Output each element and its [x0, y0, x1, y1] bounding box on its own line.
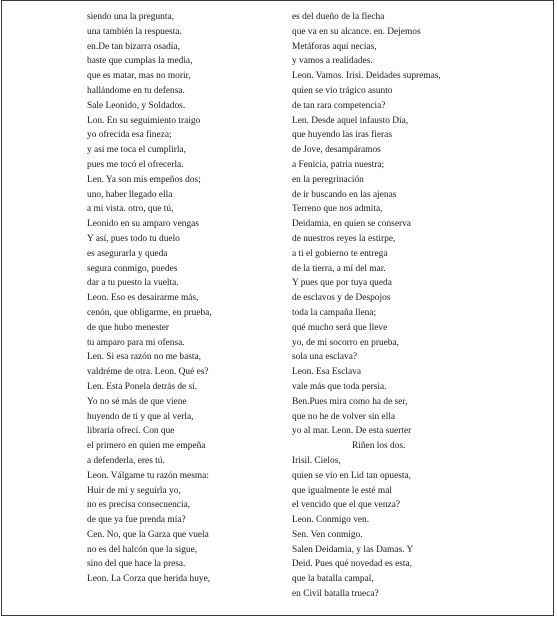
left-column-line: una también la respuesta.	[87, 26, 182, 37]
left-column-line: no es del halcón que la sigue,	[87, 544, 198, 555]
left-column-line: Leon. Eso es desairarme más,	[87, 293, 199, 304]
left-column-line: uno, haber llegado ella	[87, 189, 173, 200]
right-column-line: en la peregrinación	[292, 174, 364, 185]
right-column-line: Leon. Conmigo ven.	[292, 515, 370, 526]
right-column-line: quien se vio trágico asunto	[292, 85, 393, 96]
right-column-line: Terreno que nos admita,	[292, 204, 383, 215]
left-column-line: valdréme de otra. Leon. Qué es?	[87, 367, 209, 378]
left-column-line: cenón, que obligarme, en prueba,	[87, 307, 212, 318]
left-column-line: Sale Leonido, y Soldados.	[87, 100, 186, 111]
right-column-line: que igualmente le esté mal	[292, 485, 392, 496]
right-column-line: es del dueño de la flecha	[292, 12, 385, 22]
right-column-line: Len. Desde aquel infausto Día,	[292, 115, 409, 126]
left-column-line: Leon. La Corza que herida huye,	[87, 574, 211, 585]
left-column-line: Len. Si esa razón no me basta,	[87, 352, 202, 363]
left-column-line: a defenderla, eres tú.	[87, 455, 165, 466]
right-column-line: que huyendo las iras fieras	[292, 130, 392, 141]
right-column-line: en Civil batalla trueca?	[292, 589, 379, 600]
right-column-line: de tan rara competencia?	[292, 100, 386, 111]
left-column-line: Huir de mí y seguirla yo,	[87, 485, 181, 496]
left-column-line: sino del que hace la presa.	[87, 559, 186, 570]
right-column-line: Leon. Vamos. Irisi. Deidades supremas,	[292, 71, 441, 82]
right-column-line: Leon. Esa Esclava	[292, 367, 361, 378]
right-column-line: yo al mar. Leon. De esta suerter	[292, 426, 412, 437]
left-column-line: Leon. Válgame tu razón mesma:	[87, 470, 209, 481]
left-column-line: Len. Esta Ponela detrás de sí.	[87, 381, 198, 392]
right-column-line: de esclavos y de Despojos	[292, 293, 391, 304]
left-column-line: pues me tocó el ofrecerla.	[87, 159, 184, 170]
right-column-line: yo, de mi socorro en prueba,	[292, 337, 399, 348]
left-column-line: de que hubo menester	[87, 322, 170, 333]
right-column-line: de ir buscando en las ajenas	[292, 189, 397, 200]
left-column-line: huyendo de ti y que al verla,	[87, 411, 194, 422]
left-column-line: Leonido en su amparo vengas	[87, 219, 199, 230]
right-column-line: Metáforas aquí necias,	[292, 41, 377, 52]
left-column-line: es asegurarla y queda	[87, 248, 168, 259]
left-column-line: el primero en quien me empeña	[87, 441, 206, 452]
left-column-line: Cen. No, que la Garza que vuela	[87, 529, 209, 540]
left-column-line: tu amparo para mi ofensa.	[87, 337, 185, 348]
right-column-line: Salen Deidamia, y las Damas. Y	[292, 544, 414, 555]
right-column-line: Deidamia, en quien se conserva	[292, 219, 411, 230]
right-column-line: Irisil. Cielos,	[292, 455, 341, 466]
left-column-line: dar a tu puesto la vuelta.	[87, 278, 179, 289]
right-column-line: Riñen los dos.	[352, 441, 406, 452]
right-column-line: Ben.Pues mira como ha de ser,	[292, 396, 408, 407]
text-column-right	[292, 10, 537, 602]
left-column-line: no es precisa consecuencia,	[87, 500, 191, 511]
left-column-line: y así me toca el cumplirla,	[87, 145, 186, 156]
page-frame	[1, 0, 554, 616]
right-column-line: Sen. Ven conmigo.	[292, 529, 363, 540]
left-column-line: de que ya fue prenda mía?	[87, 515, 186, 526]
left-column-line: en.De tan bizarra osadía,	[87, 41, 180, 52]
right-column-line: sola una esclava?	[292, 352, 358, 363]
left-column-line: baste que cumplas la media,	[87, 56, 193, 67]
left-column-line: que es matar, mas no morir,	[87, 71, 191, 82]
right-column-line: el vencido que el que venza?	[292, 500, 401, 511]
left-column-line: Y así, pues todo tu duelo	[87, 233, 180, 244]
right-column-line: que va en su alcance. en. Dejemos	[292, 26, 421, 37]
right-column-line: que no he de volver sin ella	[292, 411, 396, 422]
right-column-line: a Fenicia, patria nuestra;	[292, 159, 385, 170]
left-column-line: Len. Ya son mis empeños dos;	[87, 174, 201, 185]
right-column-line: qué mucho será que lleve	[292, 322, 388, 333]
right-column-line: de la tierra, a mí del mar.	[292, 263, 386, 274]
left-column-line: hallándome en tu defensa.	[87, 85, 185, 96]
left-column-line: segura conmigo, puedes	[87, 263, 178, 274]
right-column-line: Y pues que por tuya queda	[292, 278, 392, 289]
left-column-line: libraria ofrecí. Con que	[87, 426, 175, 437]
right-column-line: Deid. Pues qué novedad es esta,	[292, 559, 413, 570]
right-column-line: toda la campaña llena;	[292, 307, 377, 318]
left-column-line: yo ofrecida esa fineza;	[87, 130, 172, 141]
right-column-line: de Jove, desampáramos	[292, 145, 381, 156]
left-column-line: Lon. En su seguimiento traigo	[87, 115, 201, 126]
right-column-line: vale más que toda persia.	[292, 381, 387, 392]
right-column-line: que la batalla campal,	[292, 574, 374, 585]
right-column-line: de nuestros reyes la estirpe,	[292, 233, 396, 244]
left-column-line: siendo una la pregunta,	[87, 12, 174, 22]
right-column-line: quien se vio en Lid tan opuesta,	[292, 470, 411, 481]
right-column-line: y vamos a realidades.	[292, 56, 373, 67]
left-column-line: Yo no sé más de que viene	[87, 396, 187, 407]
left-column-line: a mi vista. otro, que tú,	[87, 204, 174, 215]
text-column-left	[87, 10, 267, 587]
right-column-line: a ti el gobierno te entrega	[292, 248, 388, 259]
